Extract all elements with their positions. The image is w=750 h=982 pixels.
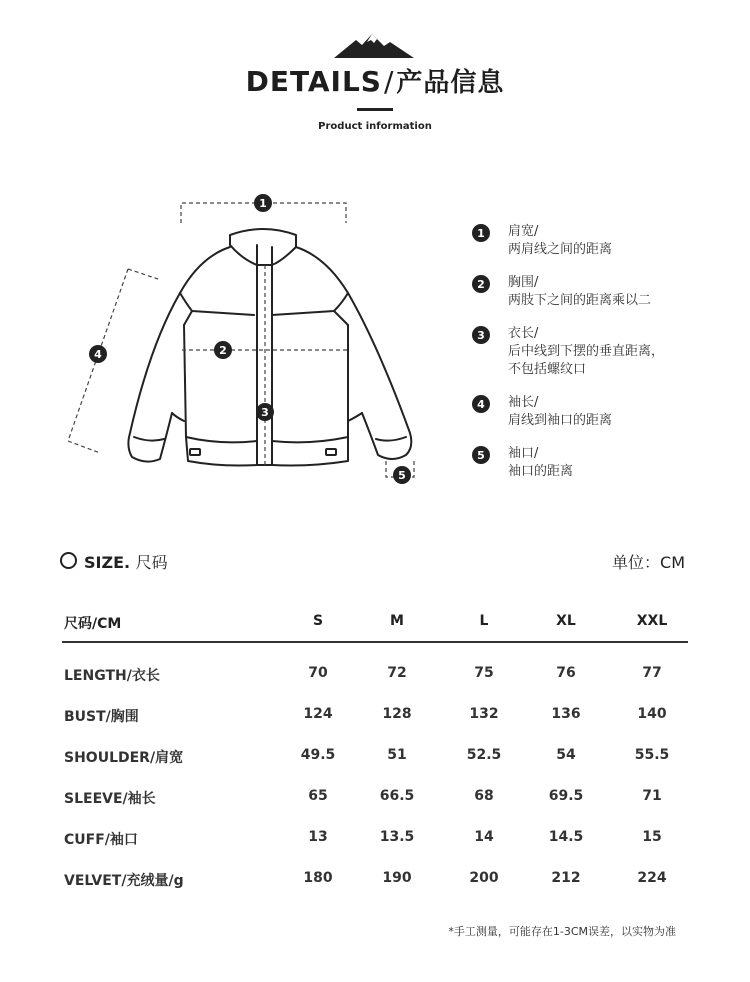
cell-value: 70 xyxy=(308,665,328,681)
table-row xyxy=(62,829,688,870)
legend-number-icon: 4 xyxy=(472,395,490,413)
measurement-footnote: *手工测量，可能存在1-3CM误差，以实物为准 xyxy=(448,925,676,938)
legend-title: 袖口/ xyxy=(508,446,539,461)
legend-desc: 后中线到下摆的垂直距离， xyxy=(508,344,665,359)
size-table xyxy=(62,605,688,911)
row-label: VELVET/充绒量/g xyxy=(64,873,184,889)
legend-number-icon: 3 xyxy=(472,326,490,344)
cell-value: 140 xyxy=(637,706,667,722)
legend-desc: 两肢下之间的距离乘以二 xyxy=(508,293,652,308)
cell-value: 66.5 xyxy=(379,788,415,804)
marker-3-icon xyxy=(256,403,274,421)
table-header-row xyxy=(62,605,688,643)
size-label-zh: 尺码 xyxy=(135,553,168,572)
jacket-diagram xyxy=(60,185,440,495)
marker-1-icon xyxy=(254,194,272,212)
legend-title: 衣长/ xyxy=(508,326,539,341)
cell-value: 190 xyxy=(382,870,412,886)
cell-value: 71 xyxy=(642,788,662,804)
legend-number-icon: 5 xyxy=(472,446,490,464)
row-label: CUFF/袖口 xyxy=(64,832,138,848)
title-underline xyxy=(357,108,393,111)
legend-item-length xyxy=(472,325,732,379)
cell-value: 55.5 xyxy=(634,747,670,763)
legend-number-icon: 2 xyxy=(472,275,490,293)
title-separator: / xyxy=(383,65,395,98)
legend-desc: 不包括螺纹口 xyxy=(508,362,587,377)
cell-value: 65 xyxy=(308,788,328,804)
legend-title: 肩宽/ xyxy=(508,224,539,239)
legend-desc: 两肩线之间的距离 xyxy=(508,242,613,257)
size-header-xxl: XXL xyxy=(636,613,668,629)
legend-title: 袖长/ xyxy=(508,395,539,410)
cell-value: 124 xyxy=(303,706,333,722)
circle-icon xyxy=(60,552,77,569)
table-body xyxy=(62,643,688,911)
row-label: BUST/胸围 xyxy=(64,709,139,725)
page-title xyxy=(0,62,750,99)
cell-value: 128 xyxy=(382,706,412,722)
row-label: SLEEVE/袖长 xyxy=(64,791,156,807)
legend-item-bust xyxy=(472,274,732,310)
svg-text:4: 4 xyxy=(94,348,102,361)
table-row xyxy=(62,788,688,829)
size-section-label xyxy=(84,550,168,573)
size-header-l: L xyxy=(479,613,489,629)
size-header-xl: XL xyxy=(556,613,576,629)
row-label: LENGTH/衣长 xyxy=(64,668,160,684)
cell-value: 15 xyxy=(642,829,662,845)
cell-value: 200 xyxy=(469,870,499,886)
marker-5-icon xyxy=(393,466,411,484)
legend-desc: 袖口的距离 xyxy=(508,464,574,479)
cell-value: 13.5 xyxy=(379,829,415,845)
svg-text:1: 1 xyxy=(259,197,267,210)
title-zh: 产品信息 xyxy=(396,68,505,98)
cell-value: 76 xyxy=(556,665,576,681)
page-subtitle: Product information xyxy=(318,121,432,132)
cell-value: 49.5 xyxy=(300,747,336,763)
cell-value: 14.5 xyxy=(548,829,584,845)
legend-item-sleeve xyxy=(472,394,732,430)
cell-value: 69.5 xyxy=(548,788,584,804)
cell-value: 180 xyxy=(303,870,333,886)
table-header-label: 尺码/CM xyxy=(64,616,122,632)
svg-text:3: 3 xyxy=(261,406,269,419)
mountain-logo-icon xyxy=(334,32,414,60)
cell-value: 132 xyxy=(469,706,499,722)
size-header-m: M xyxy=(390,613,404,629)
svg-text:2: 2 xyxy=(219,344,227,357)
legend-item-cuff xyxy=(472,445,732,481)
measurement-legend xyxy=(472,223,732,496)
legend-item-shoulder xyxy=(472,223,732,259)
size-header-s: S xyxy=(312,613,324,629)
cell-value: 52.5 xyxy=(466,747,502,763)
marker-2-icon xyxy=(214,341,232,359)
marker-4-icon xyxy=(89,345,107,363)
row-label: SHOULDER/肩宽 xyxy=(64,750,184,766)
table-row xyxy=(62,665,688,706)
cell-value: 51 xyxy=(387,747,407,763)
size-label-en: SIZE. xyxy=(84,553,131,572)
cell-value: 224 xyxy=(637,870,667,886)
table-row xyxy=(62,706,688,747)
svg-text:5: 5 xyxy=(398,469,406,482)
table-row xyxy=(62,747,688,788)
legend-number-icon: 1 xyxy=(472,224,490,242)
title-en: DETAILS xyxy=(245,65,382,98)
cell-value: 14 xyxy=(474,829,494,845)
cell-value: 72 xyxy=(387,665,407,681)
cell-value: 13 xyxy=(308,829,328,845)
cell-value: 136 xyxy=(551,706,581,722)
cell-value: 75 xyxy=(474,665,494,681)
cell-value: 77 xyxy=(642,665,662,681)
unit-label: 单位：CM xyxy=(612,553,685,572)
legend-title: 胸围/ xyxy=(508,275,539,290)
legend-desc: 肩线到袖口的距离 xyxy=(508,413,613,428)
cell-value: 212 xyxy=(551,870,581,886)
size-section-header xyxy=(60,550,685,574)
cell-value: 54 xyxy=(556,747,576,763)
cell-value: 68 xyxy=(474,788,494,804)
table-row xyxy=(62,870,688,911)
